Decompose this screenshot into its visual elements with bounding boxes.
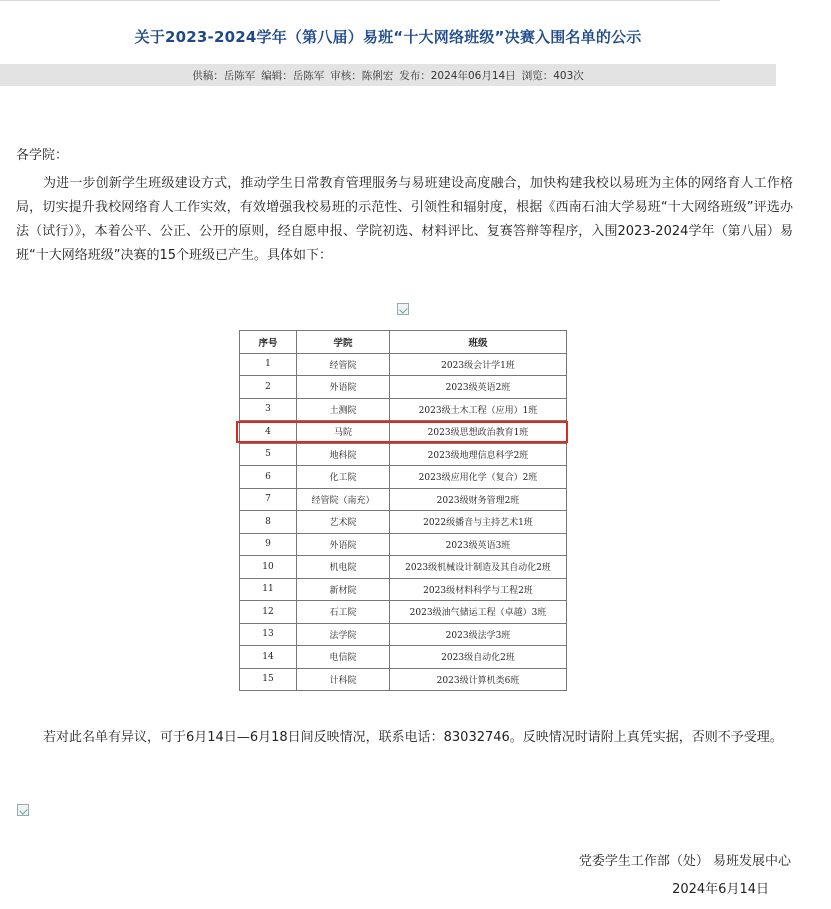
meta-editor: 编辑：岳陈军 (261, 69, 325, 82)
row-index: 12 (240, 601, 297, 624)
row-class: 2023级计算机类6班 (390, 668, 567, 691)
table-row (240, 556, 567, 579)
table-row (240, 443, 567, 466)
row-college: 新材院 (297, 578, 390, 601)
row-class: 2023级法学3班 (390, 623, 567, 646)
row-index: 9 (240, 533, 297, 556)
table-row (240, 623, 567, 646)
broken-image-icon (397, 303, 409, 315)
row-college: 外语院 (297, 376, 390, 399)
table-row (240, 601, 567, 624)
row-index: 6 (240, 466, 297, 489)
meta-published: 发布：2024年06月14日 (399, 69, 516, 82)
row-class: 2022级播音与主持艺术1班 (390, 511, 567, 534)
row-college: 计科院 (297, 668, 390, 691)
header-index: 序号 (240, 331, 297, 354)
greeting: 各学院： (16, 148, 69, 163)
row-college: 经管院（南充） (297, 488, 390, 511)
row-index: 13 (240, 623, 297, 646)
table-row (240, 398, 567, 421)
row-college: 电信院 (297, 646, 390, 669)
objection-note: 若对此名单有异议，可于6月14日—6月18日间反映情况，联系电话：83032746。反映情况时请附上真凭实据，否则不予受理。 (43, 730, 783, 745)
row-college: 化工院 (297, 466, 390, 489)
row-class: 2023级会计学1班 (390, 353, 567, 376)
header-college: 学院 (297, 331, 390, 354)
table-row (240, 646, 567, 669)
article-title: 关于2023-2024学年（第八届）易班“十大网络班级”决赛入围名单的公示 (134, 28, 642, 46)
row-index: 8 (240, 511, 297, 534)
row-index: 1 (240, 353, 297, 376)
meta-views: 浏览：403次 (521, 69, 584, 82)
row-college: 外语院 (297, 533, 390, 556)
row-college: 机电院 (297, 556, 390, 579)
table-row (240, 466, 567, 489)
top-divider (0, 0, 720, 1)
row-college: 土测院 (297, 398, 390, 421)
row-class: 2023级英语2班 (390, 376, 567, 399)
table-row (240, 668, 567, 691)
row-college: 法学院 (297, 623, 390, 646)
row-college: 经管院 (297, 353, 390, 376)
row-index: 3 (240, 398, 297, 421)
row-college: 艺术院 (297, 511, 390, 534)
row-college: 马院 (297, 421, 390, 444)
row-index: 5 (240, 443, 297, 466)
article-meta-bar (0, 64, 776, 86)
signature-date: 2024年6月14日 (672, 882, 769, 897)
broken-image-icon (17, 804, 29, 816)
row-class: 2023级机械设计制造及其自动化2班 (390, 556, 567, 579)
table-row (240, 376, 567, 399)
table-row (240, 511, 567, 534)
row-college: 石工院 (297, 601, 390, 624)
row-class: 2023级地理信息科学2班 (390, 443, 567, 466)
meta-source: 供稿：岳陈军 (192, 69, 256, 82)
row-class: 2023级英语3班 (390, 533, 567, 556)
table-row (240, 488, 567, 511)
table-row (240, 421, 567, 444)
row-index: 4 (240, 421, 297, 444)
row-class: 2023级应用化学（复合）2班 (390, 466, 567, 489)
table-row (240, 533, 567, 556)
finalist-table (239, 330, 567, 691)
row-class: 2023级自动化2班 (390, 646, 567, 669)
row-class: 2023级油气储运工程（卓越）3班 (390, 601, 567, 624)
row-class: 2023级思想政治教育1班 (390, 421, 567, 444)
row-class: 2023级材料科学与工程2班 (390, 578, 567, 601)
header-class: 班级 (390, 331, 567, 354)
intro-paragraph: 为进一步创新学生班级建设方式，推动学生日常教育管理服务与易班建设高度融合，加快构建我校以易班为主体的网络育人工作格局，切实提升我校网络育人工作实效，有效增强我校易班的示范性、引领性和辐射度，根据《西南石油大学易班“十大网络班级”评选办法（试行）》，本着公平、公正、公开的原则，经自愿申报、学院初选、材料评比、复赛答辩等程序，入围2023-2024学年（第八届）易班“十大网络班级”决赛的15个班级已产生。具体如下： (16, 176, 793, 263)
meta-reviewer: 审核：陈俐宏 (330, 69, 394, 82)
row-index: 15 (240, 668, 297, 691)
signature-org: 党委学生工作部（处） 易班发展中心 (578, 854, 791, 869)
row-index: 11 (240, 578, 297, 601)
row-index: 10 (240, 556, 297, 579)
table-header-row (240, 331, 567, 354)
signature-block (579, 848, 791, 904)
row-index: 2 (240, 376, 297, 399)
row-index: 7 (240, 488, 297, 511)
row-index: 14 (240, 646, 297, 669)
row-class: 2023级土木工程（应用）1班 (390, 398, 567, 421)
table-row (240, 578, 567, 601)
table-row (240, 353, 567, 376)
row-college: 地科院 (297, 443, 390, 466)
row-class: 2023级财务管理2班 (390, 488, 567, 511)
